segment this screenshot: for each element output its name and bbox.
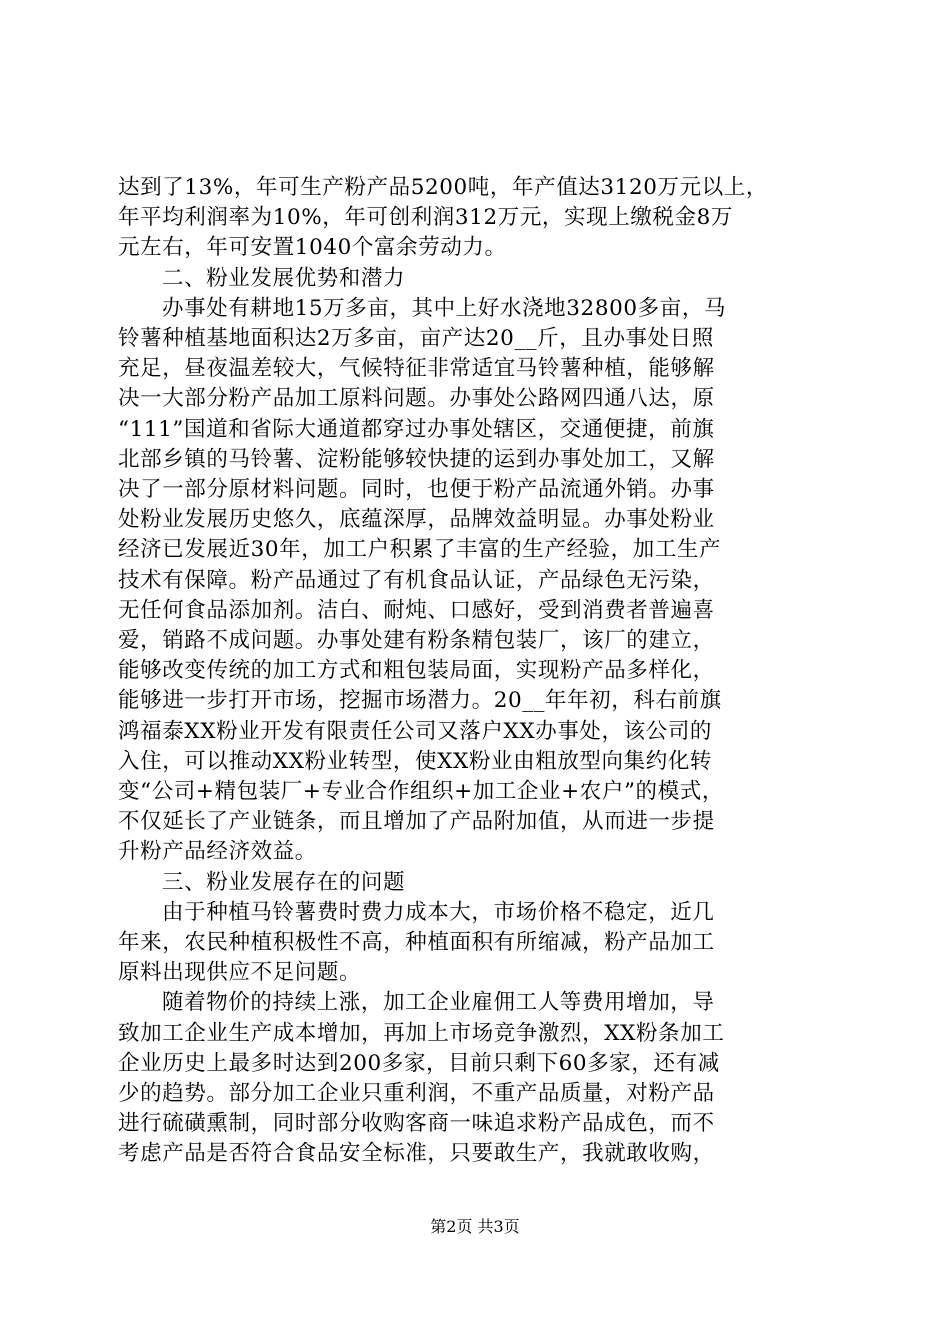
page-footer: 第2页 共3页 xyxy=(430,1217,520,1236)
text-line: 鸿福泰XX粉业开发有限责任公司又落户XX办事处，该公司的 xyxy=(118,718,713,744)
text-line: 无任何食品添加剂。洁白、耐炖、口感好，受到消费者普遍喜 xyxy=(118,597,715,623)
text-line: 充足，昼夜温差较大，气候特征非常适宜马铃薯种植，能够解 xyxy=(118,356,715,382)
text-line: 企业历史上最多时达到200多家，目前只剩下60多家，还有减 xyxy=(118,1050,720,1076)
text-line: 元左右，年可安置1040个富余劳动力。 xyxy=(118,235,507,261)
text-line: 爱，销路不成问题。办事处建有粉条精包装厂，该厂的建立， xyxy=(118,628,715,653)
text-line: 不仅延长了产业链条，而且增加了产品附加值，从而进一步提 xyxy=(118,809,715,835)
text-line: 决了一部分原材料问题。同时，也便于粉产品流通外销。办事 xyxy=(118,477,715,502)
text-line: 变“公司+精包装厂+专业合作组织+加工企业+农户”的模式， xyxy=(118,779,724,804)
text-line: 进行硫磺熏制，同时部分收购客商一味追求粉产品成色，而不 xyxy=(118,1111,715,1137)
text-line: 办事处有耕地15万多亩，其中上好水浇地32800多亩，马 xyxy=(162,295,727,321)
text-line: 经济已发展近30年，加工户积累了丰富的生产经验，加工生产 xyxy=(118,537,722,563)
section-heading: 三、粉业发展存在的问题 xyxy=(162,869,406,895)
text-line: 升粉产品经济效益。 xyxy=(118,839,317,865)
text-line: 决一大部分粉产品加工原料问题。办事处公路网四通八达，原 xyxy=(118,386,715,412)
text-line: 入住，可以推动XX粉业转型，使XX粉业由粗放型向集约化转 xyxy=(118,748,713,774)
text-line: 随着物价的持续上涨，加工企业雇佣工人等费用增加，导 xyxy=(162,990,715,1016)
text-line: 技术有保障。粉产品通过了有机食品认证，产品绿色无污染， xyxy=(118,567,715,593)
text-line: 处粉业发展历史悠久，底蕴深厚，品牌效益明显。办事处粉业 xyxy=(118,507,715,533)
text-line: 能够改变传统的加工方式和粗包装局面，实现粉产品多样化， xyxy=(118,658,715,684)
text-line: 年平均利润率为10%，年可创利润312万元，实现上缴税金8万 xyxy=(118,205,734,231)
text-line: 能够进一步打开市场，挖掘市场潜力。20__年年初，科右前旗 xyxy=(118,688,722,714)
section-heading: 二、粉业发展优势和潜力 xyxy=(162,265,406,291)
text-line: 由于种植马铃薯费时费力成本大，市场价格不稳定，近几 xyxy=(162,899,715,925)
text-line: 少的趋势。部分加工企业只重利润，不重产品质量，对粉产品 xyxy=(118,1081,715,1106)
text-line: 年来，农民种植积极性不高，种植面积有所缩减，粉产品加工 xyxy=(118,930,715,955)
text-line: 考虑产品是否符合食品安全标准，只要敢生产，我就敢收购， xyxy=(118,1141,715,1167)
text-line: 原料出现供应不足问题。 xyxy=(118,960,362,986)
text-line: 致加工企业生产成本增加，再加上市场竞争激烈，XX粉条加工 xyxy=(118,1020,725,1046)
text-line: 铃薯种植基地面积达2万多亩，亩产达20__斤，且办事处日照 xyxy=(118,326,714,351)
text-line: 达到了13%，年可生产粉产品5200吨，年产值达3120万元以上， xyxy=(118,175,769,200)
text-line: “111”国道和省际大通道都穿过办事处辖区，交通便捷，前旗 xyxy=(118,416,715,442)
text-line: 北部乡镇的马铃薯、淀粉能够较快捷的运到办事处加工，又解 xyxy=(118,446,715,472)
